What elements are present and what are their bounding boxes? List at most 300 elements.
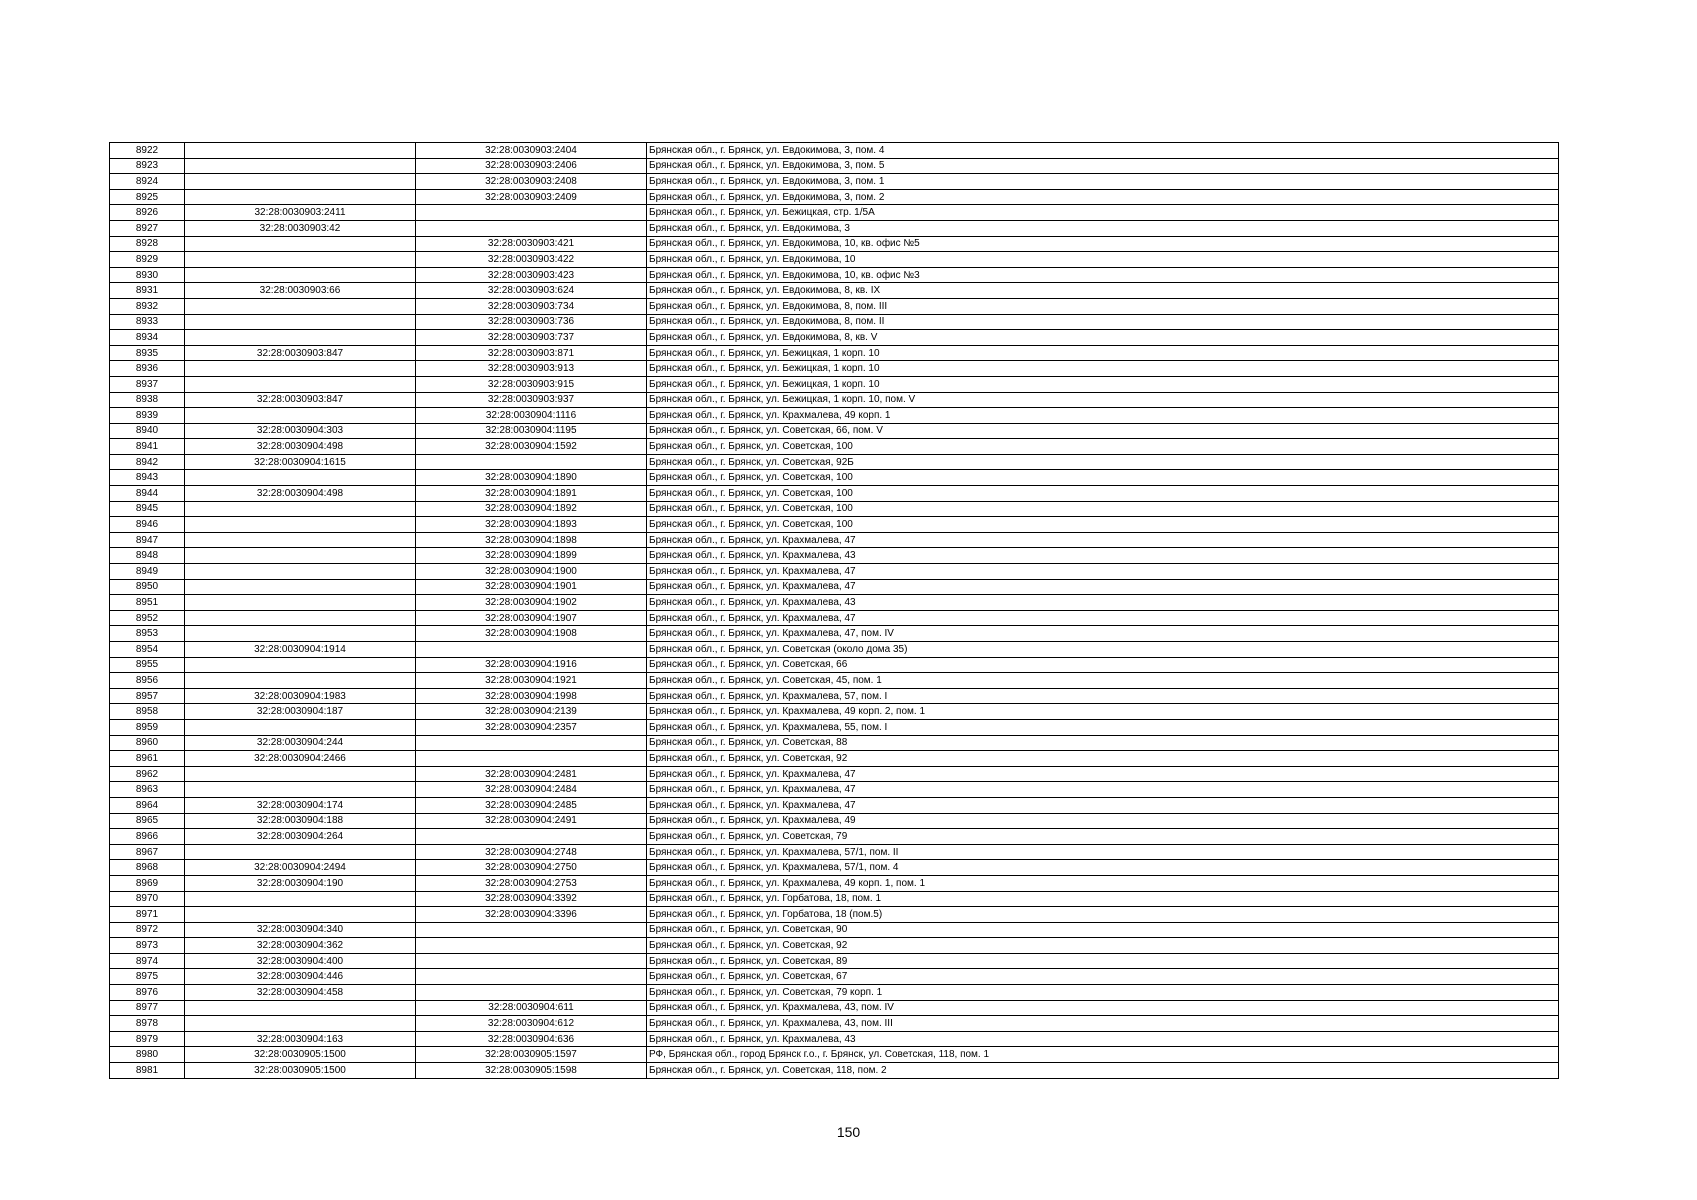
table-row	[110, 985, 1559, 1001]
object-number-cell: 32:28:0030903:421	[416, 236, 647, 252]
address-cell: Брянская обл., г. Брянск, ул. Советская, 118, пом. 2	[647, 1063, 1559, 1079]
table-row	[110, 673, 1559, 689]
object-number-cell	[416, 751, 647, 767]
object-number-cell: 32:28:0030903:2406	[416, 158, 647, 174]
parcel-number-cell	[185, 501, 416, 517]
table-row	[110, 345, 1559, 361]
object-number-cell: 32:28:0030904:3392	[416, 891, 647, 907]
row-number-cell: 8922	[110, 143, 185, 159]
row-number-cell: 8947	[110, 532, 185, 548]
row-number-cell: 8931	[110, 283, 185, 299]
parcel-number-cell: 32:28:0030904:163	[185, 1031, 416, 1047]
object-number-cell: 32:28:0030904:2750	[416, 860, 647, 876]
table-row	[110, 408, 1559, 424]
table-row	[110, 361, 1559, 377]
object-number-cell: 32:28:0030904:1900	[416, 564, 647, 580]
row-number-cell: 8958	[110, 704, 185, 720]
row-number-cell: 8959	[110, 719, 185, 735]
parcel-number-cell: 32:28:0030904:362	[185, 938, 416, 954]
parcel-number-cell: 32:28:0030904:446	[185, 969, 416, 985]
address-cell: Брянская обл., г. Брянск, ул. Евдокимова, 3, пом. 4	[647, 143, 1559, 159]
table-row	[110, 782, 1559, 798]
parcel-number-cell	[185, 844, 416, 860]
row-number-cell: 8961	[110, 751, 185, 767]
row-number-cell: 8970	[110, 891, 185, 907]
address-cell: Брянская обл., г. Брянск, ул. Советская, 45, пом. 1	[647, 673, 1559, 689]
parcel-number-cell	[185, 766, 416, 782]
parcel-number-cell	[185, 330, 416, 346]
object-number-cell	[416, 938, 647, 954]
row-number-cell: 8971	[110, 907, 185, 923]
address-cell: Брянская обл., г. Брянск, ул. Крахмалева, 47, пом. IV	[647, 626, 1559, 642]
address-cell: Брянская обл., г. Брянск, ул. Крахмалева, 49 корп. 1	[647, 408, 1559, 424]
parcel-number-cell: 32:28:0030904:187	[185, 704, 416, 720]
object-number-cell: 32:28:0030904:2485	[416, 797, 647, 813]
table-row	[110, 376, 1559, 392]
address-cell: Брянская обл., г. Брянск, ул. Советская, 100	[647, 517, 1559, 533]
object-number-cell: 32:28:0030904:2481	[416, 766, 647, 782]
parcel-number-cell: 32:28:0030904:1615	[185, 454, 416, 470]
parcel-number-cell	[185, 626, 416, 642]
table-row	[110, 595, 1559, 611]
row-number-cell: 8974	[110, 953, 185, 969]
address-cell: Брянская обл., г. Брянск, ул. Крахмалева, 57/1, пом. II	[647, 844, 1559, 860]
address-cell: Брянская обл., г. Брянск, ул. Бежицкая, 1 корп. 10	[647, 345, 1559, 361]
address-cell: Брянская обл., г. Брянск, ул. Евдокимова, 3, пом. 1	[647, 174, 1559, 190]
object-number-cell	[416, 642, 647, 658]
object-number-cell: 32:28:0030904:1916	[416, 657, 647, 673]
row-number-cell: 8929	[110, 252, 185, 268]
table-row	[110, 143, 1559, 159]
table-row	[110, 220, 1559, 236]
table-row	[110, 891, 1559, 907]
parcel-number-cell: 32:28:0030904:458	[185, 985, 416, 1001]
row-number-cell: 8943	[110, 470, 185, 486]
row-number-cell: 8953	[110, 626, 185, 642]
table-row	[110, 969, 1559, 985]
row-number-cell: 8965	[110, 813, 185, 829]
table-row	[110, 158, 1559, 174]
object-number-cell: 32:28:0030904:1998	[416, 688, 647, 704]
table-row	[110, 439, 1559, 455]
object-number-cell: 32:28:0030903:937	[416, 392, 647, 408]
parcel-number-cell	[185, 532, 416, 548]
table-row	[110, 797, 1559, 813]
table-row	[110, 875, 1559, 891]
parcel-number-cell: 32:28:0030904:498	[185, 486, 416, 502]
parcel-number-cell	[185, 376, 416, 392]
parcel-number-cell	[185, 782, 416, 798]
table-row	[110, 735, 1559, 751]
row-number-cell: 8925	[110, 189, 185, 205]
row-number-cell: 8939	[110, 408, 185, 424]
object-number-cell: 32:28:0030904:2484	[416, 782, 647, 798]
object-number-cell: 32:28:0030903:913	[416, 361, 647, 377]
parcel-number-cell: 32:28:0030904:244	[185, 735, 416, 751]
row-number-cell: 8930	[110, 267, 185, 283]
parcel-number-cell: 32:28:0030904:400	[185, 953, 416, 969]
parcel-number-cell: 32:28:0030904:303	[185, 423, 416, 439]
row-number-cell: 8938	[110, 392, 185, 408]
address-cell: Брянская обл., г. Брянск, ул. Крахмалева, 43, пом. III	[647, 1016, 1559, 1032]
row-number-cell: 8950	[110, 579, 185, 595]
address-cell: Брянская обл., г. Брянск, ул. Крахмалева, 47	[647, 797, 1559, 813]
table-row	[110, 579, 1559, 595]
address-cell: Брянская обл., г. Брянск, ул. Горбатова, 18 (пом.5)	[647, 907, 1559, 923]
object-number-cell	[416, 454, 647, 470]
row-number-cell: 8973	[110, 938, 185, 954]
row-number-cell: 8977	[110, 1000, 185, 1016]
object-number-cell: 32:28:0030904:1908	[416, 626, 647, 642]
row-number-cell: 8926	[110, 205, 185, 221]
parcel-number-cell	[185, 564, 416, 580]
table-row	[110, 907, 1559, 923]
parcel-number-cell	[185, 719, 416, 735]
parcel-number-cell: 32:28:0030905:1500	[185, 1063, 416, 1079]
table-row	[110, 704, 1559, 720]
object-number-cell: 32:28:0030903:422	[416, 252, 647, 268]
table-row	[110, 517, 1559, 533]
table-row	[110, 1031, 1559, 1047]
row-number-cell: 8944	[110, 486, 185, 502]
row-number-cell: 8923	[110, 158, 185, 174]
object-number-cell: 32:28:0030904:2357	[416, 719, 647, 735]
parcel-number-cell	[185, 1016, 416, 1032]
parcel-number-cell: 32:28:0030903:66	[185, 283, 416, 299]
object-number-cell: 32:28:0030904:1898	[416, 532, 647, 548]
parcel-number-cell: 32:28:0030904:188	[185, 813, 416, 829]
row-number-cell: 8956	[110, 673, 185, 689]
row-number-cell: 8936	[110, 361, 185, 377]
address-cell: Брянская обл., г. Брянск, ул. Евдокимова, 8, кв. V	[647, 330, 1559, 346]
parcel-number-cell	[185, 143, 416, 159]
parcel-number-cell: 32:28:0030903:847	[185, 392, 416, 408]
object-number-cell: 32:28:0030903:624	[416, 283, 647, 299]
table-row	[110, 501, 1559, 517]
row-number-cell: 8975	[110, 969, 185, 985]
parcel-number-cell: 32:28:0030903:42	[185, 220, 416, 236]
object-number-cell: 32:28:0030904:636	[416, 1031, 647, 1047]
parcel-number-cell: 32:28:0030904:498	[185, 439, 416, 455]
parcel-number-cell	[185, 470, 416, 486]
address-cell: Брянская обл., г. Брянск, ул. Крахмалева, 55, пом. I	[647, 719, 1559, 735]
parcel-number-cell: 32:28:0030904:1914	[185, 642, 416, 658]
address-cell: Брянская обл., г. Брянск, ул. Крахмалева, 47	[647, 782, 1559, 798]
object-number-cell: 32:28:0030904:612	[416, 1016, 647, 1032]
table-row	[110, 657, 1559, 673]
object-number-cell: 32:28:0030904:1907	[416, 610, 647, 626]
row-number-cell: 8966	[110, 829, 185, 845]
object-number-cell: 32:28:0030904:1890	[416, 470, 647, 486]
parcel-number-cell	[185, 1000, 416, 1016]
registry-table	[109, 142, 1559, 1079]
object-number-cell: 32:28:0030904:1901	[416, 579, 647, 595]
object-number-cell	[416, 922, 647, 938]
row-number-cell: 8964	[110, 797, 185, 813]
parcel-number-cell	[185, 610, 416, 626]
table-row	[110, 813, 1559, 829]
row-number-cell: 8940	[110, 423, 185, 439]
address-cell: Брянская обл., г. Брянск, ул. Советская, 90	[647, 922, 1559, 938]
address-cell: Брянская обл., г. Брянск, ул. Советская, 100	[647, 501, 1559, 517]
parcel-number-cell	[185, 236, 416, 252]
table-row	[110, 922, 1559, 938]
object-number-cell: 32:28:0030904:2753	[416, 875, 647, 891]
address-cell: Брянская обл., г. Брянск, ул. Крахмалева, 47	[647, 564, 1559, 580]
row-number-cell: 8942	[110, 454, 185, 470]
table-row	[110, 548, 1559, 564]
parcel-number-cell	[185, 158, 416, 174]
object-number-cell: 32:28:0030904:1592	[416, 439, 647, 455]
object-number-cell	[416, 969, 647, 985]
address-cell: Брянская обл., г. Брянск, ул. Советская, 79	[647, 829, 1559, 845]
parcel-number-cell	[185, 298, 416, 314]
row-number-cell: 8937	[110, 376, 185, 392]
table-row	[110, 252, 1559, 268]
parcel-number-cell	[185, 314, 416, 330]
table-row	[110, 423, 1559, 439]
row-number-cell: 8946	[110, 517, 185, 533]
object-number-cell: 32:28:0030903:871	[416, 345, 647, 361]
address-cell: Брянская обл., г. Брянск, ул. Евдокимова, 8, кв. IX	[647, 283, 1559, 299]
parcel-number-cell	[185, 891, 416, 907]
parcel-number-cell	[185, 657, 416, 673]
address-cell: Брянская обл., г. Брянск, ул. Крахмалева, 43	[647, 548, 1559, 564]
object-number-cell: 32:28:0030904:1892	[416, 501, 647, 517]
table-row	[110, 205, 1559, 221]
table-row	[110, 392, 1559, 408]
object-number-cell	[416, 953, 647, 969]
table-row	[110, 454, 1559, 470]
address-cell: Брянская обл., г. Брянск, ул. Советская, 89	[647, 953, 1559, 969]
object-number-cell: 32:28:0030904:3396	[416, 907, 647, 923]
table-row	[110, 174, 1559, 190]
row-number-cell: 8934	[110, 330, 185, 346]
parcel-number-cell	[185, 517, 416, 533]
parcel-number-cell: 32:28:0030904:190	[185, 875, 416, 891]
address-cell: Брянская обл., г. Брянск, ул. Бежицкая, 1 корп. 10, пом. V	[647, 392, 1559, 408]
parcel-number-cell: 32:28:0030903:2411	[185, 205, 416, 221]
row-number-cell: 8968	[110, 860, 185, 876]
table-row	[110, 564, 1559, 580]
object-number-cell: 32:28:0030903:737	[416, 330, 647, 346]
address-cell: Брянская обл., г. Брянск, ул. Евдокимова, 10, кв. офис №3	[647, 267, 1559, 283]
table-row	[110, 860, 1559, 876]
address-cell: Брянская обл., г. Брянск, ул. Евдокимова, 3, пом. 5	[647, 158, 1559, 174]
table-row	[110, 189, 1559, 205]
object-number-cell: 32:28:0030904:2748	[416, 844, 647, 860]
row-number-cell: 8948	[110, 548, 185, 564]
address-cell: Брянская обл., г. Брянск, ул. Крахмалева, 43	[647, 1031, 1559, 1047]
object-number-cell: 32:28:0030903:2404	[416, 143, 647, 159]
object-number-cell: 32:28:0030904:2139	[416, 704, 647, 720]
row-number-cell: 8933	[110, 314, 185, 330]
table-row	[110, 642, 1559, 658]
row-number-cell: 8924	[110, 174, 185, 190]
object-number-cell: 32:28:0030904:1116	[416, 408, 647, 424]
object-number-cell: 32:28:0030904:1891	[416, 486, 647, 502]
parcel-number-cell: 32:28:0030904:174	[185, 797, 416, 813]
object-number-cell: 32:28:0030905:1597	[416, 1047, 647, 1063]
table-row	[110, 314, 1559, 330]
address-cell: Брянская обл., г. Брянск, ул. Крахмалева, 49 корп. 1, пом. 1	[647, 875, 1559, 891]
object-number-cell: 32:28:0030904:611	[416, 1000, 647, 1016]
row-number-cell: 8954	[110, 642, 185, 658]
table-row	[110, 766, 1559, 782]
table-row	[110, 486, 1559, 502]
table-row	[110, 1000, 1559, 1016]
object-number-cell: 32:28:0030904:1921	[416, 673, 647, 689]
registry-table-body	[110, 143, 1559, 1079]
object-number-cell: 32:28:0030903:423	[416, 267, 647, 283]
object-number-cell: 32:28:0030903:734	[416, 298, 647, 314]
table-row	[110, 610, 1559, 626]
parcel-number-cell	[185, 189, 416, 205]
address-cell: Брянская обл., г. Брянск, ул. Советская, 67	[647, 969, 1559, 985]
table-row	[110, 751, 1559, 767]
parcel-number-cell	[185, 408, 416, 424]
parcel-number-cell	[185, 673, 416, 689]
table-row	[110, 1047, 1559, 1063]
object-number-cell: 32:28:0030904:2491	[416, 813, 647, 829]
address-cell: Брянская обл., г. Брянск, ул. Горбатова, 18, пом. 1	[647, 891, 1559, 907]
table-row	[110, 283, 1559, 299]
address-cell: Брянская обл., г. Брянск, ул. Советская, 79 корп. 1	[647, 985, 1559, 1001]
table-row	[110, 626, 1559, 642]
row-number-cell: 8932	[110, 298, 185, 314]
parcel-number-cell: 32:28:0030904:264	[185, 829, 416, 845]
table-row	[110, 938, 1559, 954]
address-cell: Брянская обл., г. Брянск, ул. Советская, 66	[647, 657, 1559, 673]
object-number-cell: 32:28:0030904:1893	[416, 517, 647, 533]
address-cell: Брянская обл., г. Брянск, ул. Бежицкая, стр. 1/5А	[647, 205, 1559, 221]
address-cell: Брянская обл., г. Брянск, ул. Крахмалева, 49 корп. 2, пом. 1	[647, 704, 1559, 720]
row-number-cell: 8955	[110, 657, 185, 673]
parcel-number-cell: 32:28:0030905:1500	[185, 1047, 416, 1063]
object-number-cell: 32:28:0030904:1902	[416, 595, 647, 611]
table-row	[110, 1016, 1559, 1032]
table-row	[110, 688, 1559, 704]
parcel-number-cell	[185, 361, 416, 377]
table-row	[110, 953, 1559, 969]
address-cell: Брянская обл., г. Брянск, ул. Советская, 100	[647, 470, 1559, 486]
address-cell: Брянская обл., г. Брянск, ул. Евдокимова, 10, кв. офис №5	[647, 236, 1559, 252]
table-row	[110, 1063, 1559, 1079]
row-number-cell: 8945	[110, 501, 185, 517]
address-cell: Брянская обл., г. Брянск, ул. Евдокимова, 3, пом. 2	[647, 189, 1559, 205]
row-number-cell: 8963	[110, 782, 185, 798]
parcel-number-cell: 32:28:0030903:847	[185, 345, 416, 361]
row-number-cell: 8972	[110, 922, 185, 938]
address-cell: Брянская обл., г. Брянск, ул. Крахмалева, 57, пом. I	[647, 688, 1559, 704]
object-number-cell: 32:28:0030903:736	[416, 314, 647, 330]
parcel-number-cell	[185, 579, 416, 595]
object-number-cell: 32:28:0030903:2409	[416, 189, 647, 205]
table-row	[110, 470, 1559, 486]
address-cell: Брянская обл., г. Брянск, ул. Советская, 92	[647, 938, 1559, 954]
row-number-cell: 8941	[110, 439, 185, 455]
address-cell: Брянская обл., г. Брянск, ул. Советская, 88	[647, 735, 1559, 751]
row-number-cell: 8978	[110, 1016, 185, 1032]
parcel-number-cell	[185, 907, 416, 923]
row-number-cell: 8960	[110, 735, 185, 751]
row-number-cell: 8935	[110, 345, 185, 361]
parcel-number-cell	[185, 548, 416, 564]
row-number-cell: 8967	[110, 844, 185, 860]
parcel-number-cell	[185, 595, 416, 611]
parcel-number-cell: 32:28:0030904:2494	[185, 860, 416, 876]
parcel-number-cell: 32:28:0030904:2466	[185, 751, 416, 767]
row-number-cell: 8952	[110, 610, 185, 626]
row-number-cell: 8969	[110, 875, 185, 891]
address-cell: Брянская обл., г. Брянск, ул. Крахмалева, 47	[647, 610, 1559, 626]
table-row	[110, 844, 1559, 860]
table-row	[110, 330, 1559, 346]
parcel-number-cell	[185, 174, 416, 190]
address-cell: Брянская обл., г. Брянск, ул. Советская, 92Б	[647, 454, 1559, 470]
object-number-cell	[416, 205, 647, 221]
address-cell: Брянская обл., г. Брянск, ул. Крахмалева, 47	[647, 766, 1559, 782]
object-number-cell	[416, 829, 647, 845]
row-number-cell: 8981	[110, 1063, 185, 1079]
object-number-cell: 32:28:0030905:1598	[416, 1063, 647, 1079]
object-number-cell: 32:28:0030904:1899	[416, 548, 647, 564]
address-cell: Брянская обл., г. Брянск, ул. Евдокимова, 3	[647, 220, 1559, 236]
table-row	[110, 719, 1559, 735]
parcel-number-cell: 32:28:0030904:340	[185, 922, 416, 938]
row-number-cell: 8980	[110, 1047, 185, 1063]
object-number-cell: 32:28:0030903:2408	[416, 174, 647, 190]
address-cell: Брянская обл., г. Брянск, ул. Крахмалева, 49	[647, 813, 1559, 829]
page-number: 150	[836, 1124, 861, 1140]
address-cell: Брянская обл., г. Брянск, ул. Евдокимова, 8, пом. III	[647, 298, 1559, 314]
address-cell: Брянская обл., г. Брянск, ул. Крахмалева, 47	[647, 532, 1559, 548]
row-number-cell: 8928	[110, 236, 185, 252]
object-number-cell	[416, 985, 647, 1001]
table-row	[110, 829, 1559, 845]
address-cell: РФ, Брянская обл., город Брянск г.о., г. Брянск, ул. Советская, 118, пом. 1	[647, 1047, 1559, 1063]
object-number-cell	[416, 735, 647, 751]
row-number-cell: 8976	[110, 985, 185, 1001]
table-row	[110, 236, 1559, 252]
address-cell: Брянская обл., г. Брянск, ул. Крахмалева, 47	[647, 579, 1559, 595]
address-cell: Брянская обл., г. Брянск, ул. Крахмалева, 57/1, пом. 4	[647, 860, 1559, 876]
address-cell: Брянская обл., г. Брянск, ул. Крахмалева, 43, пом. IV	[647, 1000, 1559, 1016]
parcel-number-cell: 32:28:0030904:1983	[185, 688, 416, 704]
row-number-cell: 8949	[110, 564, 185, 580]
table-row	[110, 298, 1559, 314]
table-row	[110, 267, 1559, 283]
address-cell: Брянская обл., г. Брянск, ул. Крахмалева, 43	[647, 595, 1559, 611]
row-number-cell: 8957	[110, 688, 185, 704]
object-number-cell: 32:28:0030903:915	[416, 376, 647, 392]
address-cell: Брянская обл., г. Брянск, ул. Евдокимова, 8, пом. II	[647, 314, 1559, 330]
parcel-number-cell	[185, 252, 416, 268]
row-number-cell: 8927	[110, 220, 185, 236]
address-cell: Брянская обл., г. Брянск, ул. Советская, 66, пом. V	[647, 423, 1559, 439]
address-cell: Брянская обл., г. Брянск, ул. Советская, 100	[647, 486, 1559, 502]
address-cell: Брянская обл., г. Брянск, ул. Советская (около дома 35)	[647, 642, 1559, 658]
address-cell: Брянская обл., г. Брянск, ул. Бежицкая, 1 корп. 10	[647, 361, 1559, 377]
address-cell: Брянская обл., г. Брянск, ул. Бежицкая, 1 корп. 10	[647, 376, 1559, 392]
address-cell: Брянская обл., г. Брянск, ул. Советская, 92	[647, 751, 1559, 767]
object-number-cell	[416, 220, 647, 236]
parcel-number-cell	[185, 267, 416, 283]
row-number-cell: 8979	[110, 1031, 185, 1047]
row-number-cell: 8951	[110, 595, 185, 611]
address-cell: Брянская обл., г. Брянск, ул. Советская, 100	[647, 439, 1559, 455]
row-number-cell: 8962	[110, 766, 185, 782]
